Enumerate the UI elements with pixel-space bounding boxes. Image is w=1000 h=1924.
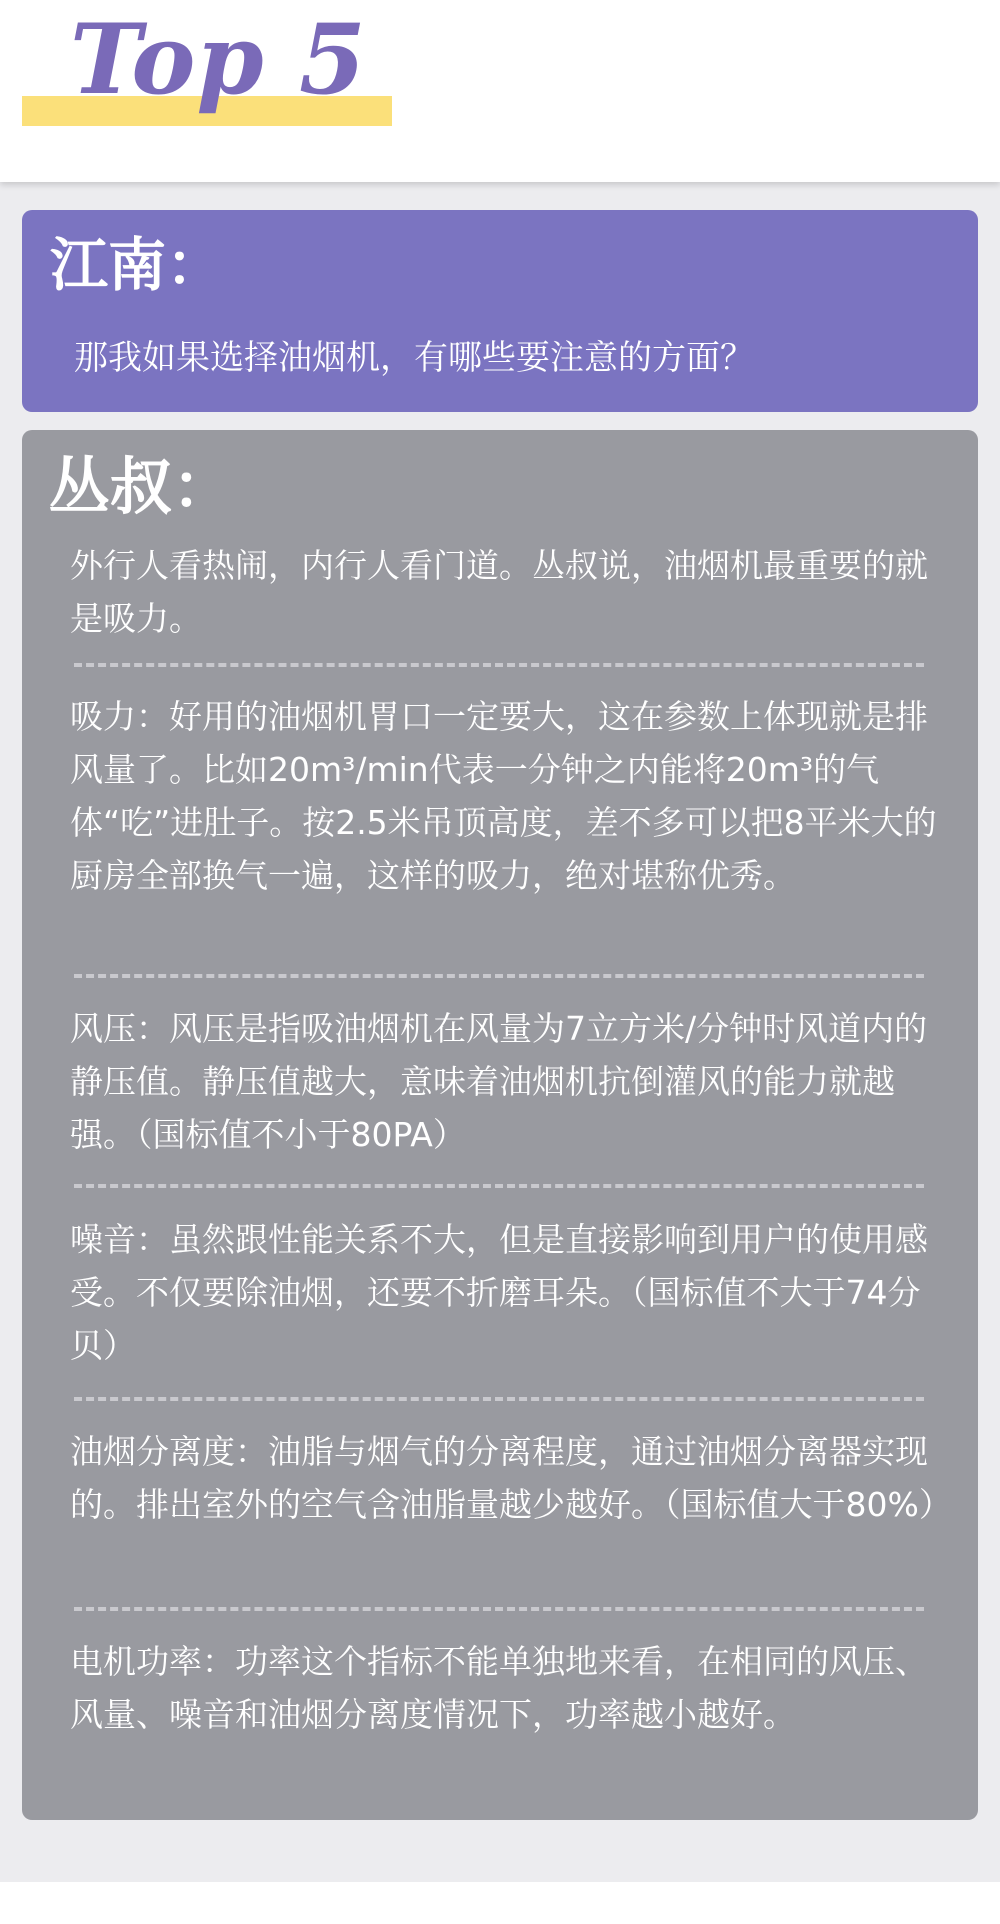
oil-separation-paragraph: 油烟分离度：油脂与烟气的分离程度，通过油烟分离器实现的。排出室外的空气含油脂量越少越好。（国标值大于80%） [70,1432,952,1524]
question-speaker: 江南： [50,231,225,299]
question-text: 那我如果选择油烟机，有哪些要注意的方面？ [74,338,754,378]
suction-paragraph: 吸力：好用的油烟机胃口一定要大，这在参数上体现就是排风量了。比如20m³/min代表一分钟之内能将20m³的气体“吃”进肚子。按2.5米吊顶高度，差不多可以把8平米大的厨房全部换气一遍，这样的吸力，绝对堪称优秀。 [70,697,937,895]
bottom-strip [0,1882,1000,1924]
dashed-divider [74,1184,924,1188]
page-title: Top 5 [70,3,367,116]
answer-card [22,430,978,1820]
noise-paragraph: 噪音：虽然跟性能关系不大，但是直接影响到用户的使用感受。不仅要除油烟，还要不折磨耳朵。（国标值不大于74分贝） [70,1220,928,1365]
answer-intro-paragraph: 外行人看热闹，内行人看门道。丛叔说，油烟机最重要的就是吸力。 [70,546,928,638]
motor-power-paragraph: 电机功率：功率这个指标不能单独地来看，在相同的风压、风量、噪音和油烟分离度情况下，功率越小越好。 [70,1642,928,1734]
header-banner [0,0,1000,182]
answer-speaker: 丛叔： [48,450,235,523]
dashed-divider [74,1397,924,1401]
question-card [22,210,978,412]
wind-pressure-paragraph: 风压：风压是指吸油烟机在风量为7立方米/分钟时风道内的静压值。静压值越大，意味着油烟机抗倒灌风的能力就越强。（国标值不小于80PA） [70,1009,928,1154]
dashed-divider [74,663,924,667]
dashed-divider [74,974,924,978]
dashed-divider [74,1607,924,1611]
